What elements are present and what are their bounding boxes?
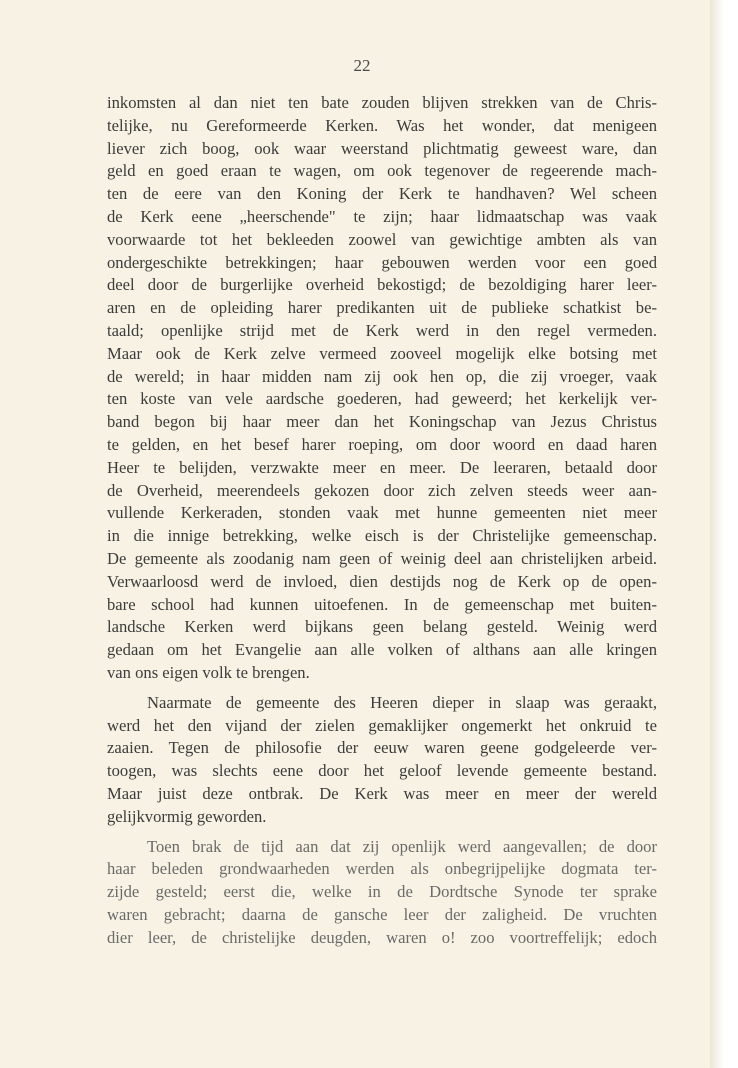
- text-line: telijke, nu Gereformeerde Kerken. Was het wonder, dat menigeen: [107, 115, 657, 135]
- page-number: 22: [353, 56, 371, 75]
- text-line: gelijkvormig geworden.: [107, 806, 267, 826]
- text-line: van ons eigen volk te brengen.: [107, 662, 310, 682]
- text-line: deel door de burgerlijke overheid bekostigd; de bezoldiging harer leer-: [107, 275, 657, 295]
- paragraph-1: [107, 92, 657, 685]
- text-line: inkomsten al dan niet ten bate zouden blijven strekken van de Chris-: [107, 93, 657, 112]
- text-line: landsche Kerken werd bijkans geen belang gesteld. Weinig werd: [107, 617, 657, 637]
- text-line: dier leer, de christelijke deugden, waren o! zoo voortreffelijk; edoch: [107, 927, 657, 947]
- text-line: ten de eere van den Koning der Kerk te handhaven? Wel scheen: [107, 184, 657, 204]
- text-line: geld en goed eraan te wagen, om ook tegenover de regeerende mach-: [107, 161, 657, 181]
- text-line: de Kerk eene „heerschende" te zijn; haar lidmaatschap was vaak: [107, 206, 657, 226]
- text-line: voorwaarde tot het bekleeden zoowel van gewichtige ambten als van: [107, 229, 657, 249]
- text-line: band begon bij haar meer dan het Koningschap van Jezus Christus: [107, 412, 657, 432]
- text-line: de Overheid, meerendeels gekozen door zich zelven steeds weer aan-: [107, 480, 657, 500]
- text-line: zijde gesteld; eerst die, welke in de Dordtsche Synode ter sprake: [107, 882, 657, 902]
- text-line: liever zich boog, ook waar weerstand plichtmatig geweest ware, dan: [107, 138, 657, 158]
- text-line: Heer te belijden, verzwakte meer en meer. De leeraren, betaald door: [107, 457, 657, 477]
- text-line: bare school had kunnen uitoefenen. In de gemeenschap met buiten-: [107, 594, 657, 614]
- text-line: te gelden, en het besef harer roeping, om door woord en daad haren: [107, 434, 657, 454]
- text-line: aren en de opleiding harer predikanten uit de publieke schatkist be-: [107, 298, 657, 318]
- text-line: Maar juist deze ontbrak. De Kerk was meer en meer der wereld: [107, 783, 657, 803]
- body-text: [107, 92, 657, 956]
- text-line: waren gebracht; daarna de gansche leer der zaligheid. De vruchten: [107, 904, 657, 924]
- text-line: Naarmate de gemeente des Heeren dieper in slaap was geraakt,: [147, 692, 657, 712]
- text-line: Toen brak de tijd aan dat zij openlijk werd aangevallen; de door: [147, 836, 657, 856]
- text-line: in die innige betrekking, welke eisch is der Christelijke gemeenschap.: [107, 526, 657, 546]
- paragraph-2: [107, 692, 657, 829]
- text-line: ten koste van vele aardsche goederen, had geweerd; het kerkelijk ver-: [107, 389, 657, 409]
- text-line: gedaan om het Evangelie aan alle volken of althans aan alle kringen: [107, 640, 657, 660]
- text-line: zaaien. Tegen de philosofie der eeuw waren geene godgeleerde ver-: [107, 738, 657, 758]
- text-line: haar beleden grondwaarheden werden als onbegrijpelijke dogmata ter-: [107, 859, 657, 879]
- text-line: vullende Kerkeraden, stonden vaak met hunne gemeenten niet meer: [107, 503, 657, 523]
- text-line: toogen, was slechts eene door het geloof levende gemeente bestand.: [107, 761, 657, 781]
- text-line: Verwaarloosd werd de invloed, dien destijds nog de Kerk op de open-: [107, 571, 657, 591]
- text-line: de wereld; in haar midden nam zij ook hen op, die zij vroeger, vaak: [107, 366, 657, 386]
- text-line: taald; openlijke strijd met de Kerk werd in den regel vermeden.: [107, 320, 657, 340]
- text-line: ondergeschikte betrekkingen; haar gebouwen werden voor een goed: [107, 252, 657, 272]
- text-line: werd het den vijand der zielen gemaklijker ongemerkt het onkruid te: [107, 715, 657, 735]
- paragraph-3: [107, 836, 657, 950]
- text-line: Maar ook de Kerk zelve vermeed zooveel mogelijk elke botsing met: [107, 343, 657, 363]
- text-line: De gemeente als zoodanig nam geen of weinig deel aan christelijken arbeid.: [107, 548, 657, 568]
- page-edge: [710, 0, 724, 1068]
